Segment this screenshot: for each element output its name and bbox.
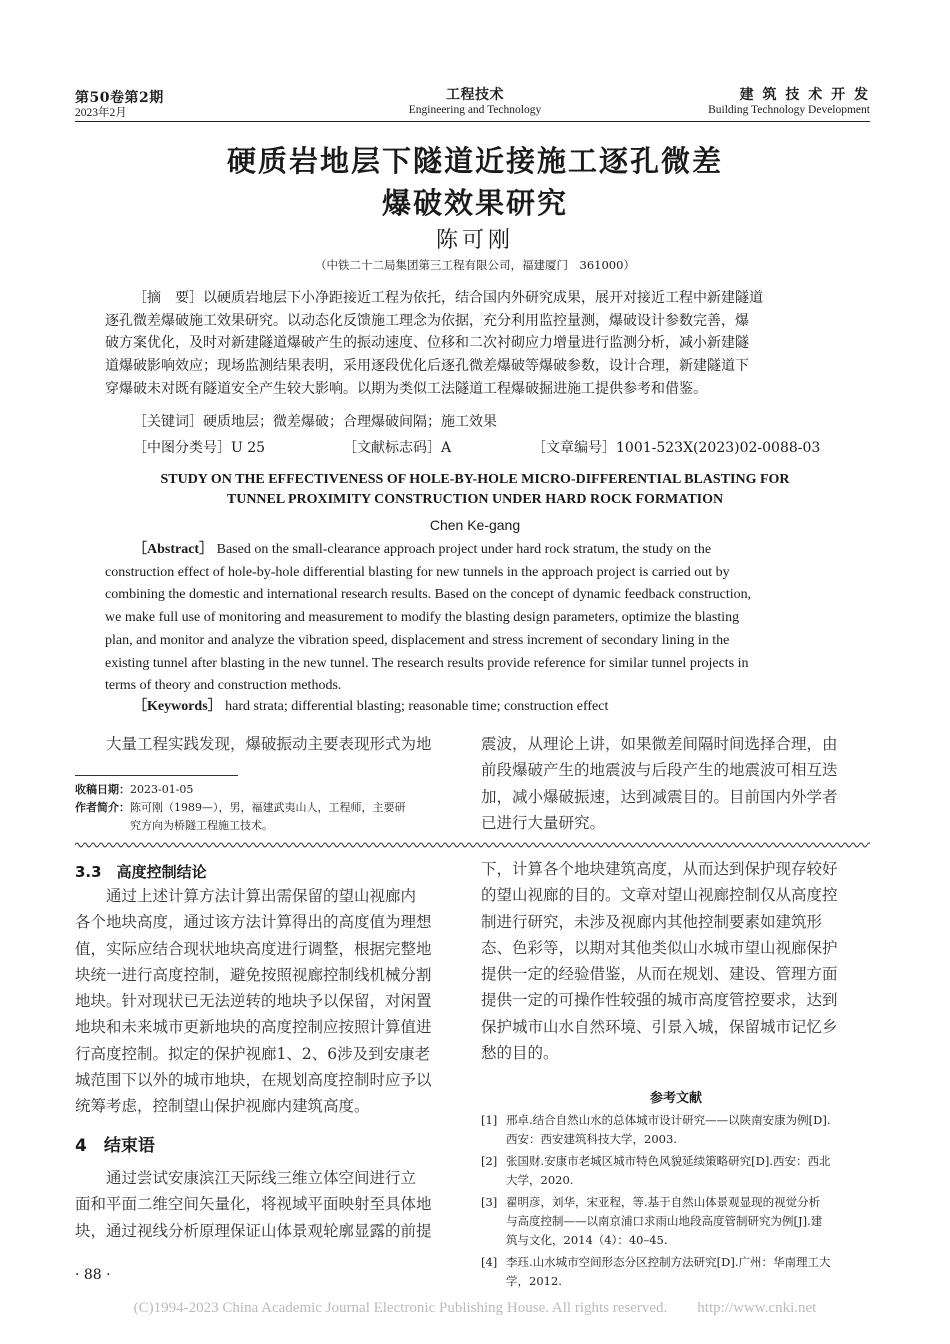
section-3-3-line: 地块和未来城市更新地块的高度控制应按照计算值进 [75,1018,432,1037]
clc-label: ［中图分类号］ [133,440,231,456]
journal-name-cn: 建 筑 技 术 开 发 [739,87,870,103]
conclusion-line: 提供一定的可操作性较强的城市高度管控要求，达到 [481,991,838,1010]
reference-text: 张国财.安康市老城区城市特色风貌延续策略研究[D].西安：西北 [506,1154,831,1168]
document-code [343,437,451,457]
references-list [481,1111,871,1291]
bio-label: 作者简介： [75,801,130,814]
abstract-en-line: we make full use of monitoring and measurement to modify the blasting design parameters, optimize the blasting [105,610,740,626]
conclusion-continuation [481,856,871,1066]
reference-item [481,1253,871,1291]
article-no-value: 1001-523X(2023)02-0088-03 [616,440,821,456]
abstract-en [105,539,835,698]
article-title-line1: 硬质岩地层下隧道近接施工逐孔微差 [226,144,723,178]
body-top-right-line: 震波，从理论上讲，如果微差间隔时间选择合理，由 [481,735,838,753]
reference-number: [1] [481,1113,498,1127]
keywords-en [133,696,608,719]
section-title-en: Engineering and Technology [408,104,542,116]
section-3-3-line: 通过上述计算方法计算出需保留的望山视廊内 [106,887,417,905]
conclusion-line: 制进行研究，未涉及视廊内其他控制要素如建筑形 [481,912,823,931]
abstract-en-line: terms of theory and construction methods. [105,678,342,694]
issue-date: 2023年2月 [75,107,127,119]
section-3-3-line: 地块。针对现状已无法逆转的地块予以保留，对闲置 [75,992,432,1011]
abstract-en-label: ［Abstract］ [133,542,214,557]
doc-code-value: A [441,440,452,456]
clc-value: U 25 [231,440,266,456]
abstract-cn-line: 穿爆破未对既有隧道安全产生较大影响。以期为类似工法隧道工程爆破掘进施工提供参考和借鉴。 [105,380,707,397]
section-4-line: 通过尝试安康滨江天际线三维立体空间进行立 [106,1169,417,1187]
received-label: 收稿日期： [75,783,130,796]
article-no-label: ［文章编号］ [532,440,616,456]
abstract-en-line: plan, and monitor and analyze the vibration speed, displacement and stress increment of secondary lining in the [105,632,730,648]
section-3-3-line: 行高度控制。拟定的保护视廊1、2、6涉及到安康老 [75,1044,431,1063]
section-4-line: 块，通过视线分析原理保证山体景观轮廓显露的前提 [75,1221,432,1240]
copyright-footer: (C)1994-2023 China Academic Journal Electronic Publishing House. All rights reserved. http://www.cnki.net [133,1300,817,1316]
body-top-right-line: 前段爆破产生的地震波与后段产生的地震波可相互迭 [481,761,838,780]
section-title-cn: 工程技术 [446,87,504,103]
section-4-body [75,1165,465,1244]
reference-number: [2] [481,1154,498,1168]
article-divider-wave [75,841,870,849]
reference-text: 西安：西安建筑科技大学，2003. [506,1132,677,1146]
article-title-line2: 爆破效果研究 [381,186,568,220]
bio-line2: 究方向为桥隧工程施工技术。 [130,819,273,832]
reference-text: 大学，2020. [506,1173,574,1187]
article-number [532,437,820,457]
keywords-cn-text: 硬质地层；微差爆破；合理爆破间隔；施工效果 [203,414,497,430]
abstract-en-line: combining the domestic and international research results. Based on the concept of dynamic feedback construction, [105,587,752,603]
reference-number: [3] [481,1195,498,1209]
received-date: 2023-01-05 [130,783,194,796]
abstract-cn-label: ［摘 要］ [133,290,203,306]
doc-code-label: ［文献标志码］ [343,440,441,456]
abstract-cn-line: 以硬质岩地层下小净距接近工程为依托，结合国内外研究成果，展开对接近工程中新建隧道 [203,290,763,306]
reference-item [481,1111,871,1149]
abstract-cn [105,287,837,401]
conclusion-line: 提供一定的经验借鉴，从而在规划、建设、管理方面 [481,965,838,984]
section-4-line: 面和平面二维空间矢量化，将视域平面映射至具体地 [75,1195,432,1214]
english-title-line2: TUNNEL PROXIMITY CONSTRUCTION UNDER HARD ROCK FORMATION [226,491,724,507]
section-3-3-line: 统筹考虑，控制望山保护视廊内建筑高度。 [75,1097,370,1116]
section-3-3-heading: 3.3 高度控制结论 [75,863,207,881]
reference-text: 与高度控制——以南京浦口求雨山地段高度管制研究为例[J].建 [506,1214,823,1228]
section-3-3-body [75,883,465,1120]
author-affiliation: （中铁二十二局集团第三工程有限公司，福建厦门 361000） [315,258,635,272]
english-title [0,470,950,509]
reference-text: 筑与文化，2014（4）：40–45. [506,1233,668,1247]
body-top-right [481,731,871,836]
keywords-cn [133,411,497,431]
abstract-en-line: existing tunnel after blasting in the new tunnel. The research results provide reference for similar tunnel projects in [105,655,749,671]
reference-text: 李珏.山水城市空间形态分区控制方法研究[D].广州：华南理工大 [506,1255,831,1269]
section-3-3-line: 城范围下以外的城市地块，在规划高度控制时应予以 [75,1071,432,1090]
page-number: · 88 · [75,1267,111,1283]
reference-item [481,1193,871,1250]
english-title-line1: STUDY ON THE EFFECTIVENESS OF HOLE-BY-HOLE MICRO-DIFFERENTIAL BLASTING FOR [160,472,790,487]
section-4-heading: 4 结束语 [75,1136,155,1156]
volume-issue: 第50卷第2期 [75,90,164,106]
section-3-3-line: 值，实际应结合现状地块高度进行调整，根据完整地 [75,939,432,958]
footnote [75,781,467,835]
clc-number [133,437,265,457]
abstract-cn-line: 破方案优化，及时对新建隧道爆破产生的振动速度、位移和二次衬砌应力增量进行监测分析，减小新建隧 [105,335,749,352]
conclusion-line: 的望山视廊的目的。文章对望山视廊控制仅从高度控 [481,886,838,905]
conclusion-line: 下，计算各个地块建筑高度，从而达到保护现存较好 [481,860,838,878]
english-author: Chen Ke-gang [429,517,521,533]
bio-line1: 陈可刚（1989—），男，福建武夷山人，工程师，主要研 [130,801,406,814]
body-top-left: 大量工程实践发现，爆破振动主要表现形式为地 [106,735,432,753]
keywords-en-label: ［Keywords］ [133,699,222,714]
reference-text: 翟明彦，刘华，宋亚程，等.基于自然山体景观显现的视觉分析 [506,1195,821,1209]
abstract-en-line: Based on the small-clearance approach project under hard rock stratum, the study on the [216,542,712,557]
section-3-3-line: 各个地块高度，通过该方法计算得出的高度值为理想 [75,913,432,932]
body-top-right-line: 已进行大量研究。 [481,813,606,832]
abstract-en-line: construction effect of hole-by-hole differential blasting for new tunnels in the approach project is carried out by [105,564,730,580]
conclusion-line: 态、色彩等，以期对其他类似山水城市望山视廊保护 [481,938,838,957]
header-rule [75,121,870,122]
reference-text: 学，2012. [506,1274,562,1288]
journal-name-en: Building Technology Development [708,104,870,116]
keywords-cn-label: ［关键词］ [133,414,203,430]
abstract-cn-line: 逐孔微差爆破施工效果研究。以动态化反馈施工理念为依据，充分利用监控量测，爆破设计参数完善，爆 [105,312,749,329]
references-heading: 参考文献 [649,1091,702,1106]
reference-number: [4] [481,1255,498,1269]
article-author: 陈可刚 [435,228,514,253]
conclusion-line: 保护城市山水自然环境、引景入城，保留城市记忆乡 [481,1017,838,1036]
footnote-rule [75,775,238,776]
reference-item [481,1152,871,1190]
body-top-right-line: 加，减小爆破振速，达到减震目的。目前国内外学者 [481,787,838,806]
reference-text: 邢卓.结合自然山水的总体城市设计研究——以陕南安康为例[D]. [506,1113,831,1127]
keywords-en-text: hard strata; differential blasting; reasonable time; construction effect [225,699,609,714]
section-3-3-line: 块统一进行高度控制，避免按照视廊控制线机械分割 [75,965,432,984]
abstract-cn-line: 道爆破影响效应；现场监测结果表明，采用逐段优化后逐孔微差爆破等爆破参数，设计合理，新建隧道下 [105,358,749,375]
conclusion-line: 愁的目的。 [481,1044,559,1063]
